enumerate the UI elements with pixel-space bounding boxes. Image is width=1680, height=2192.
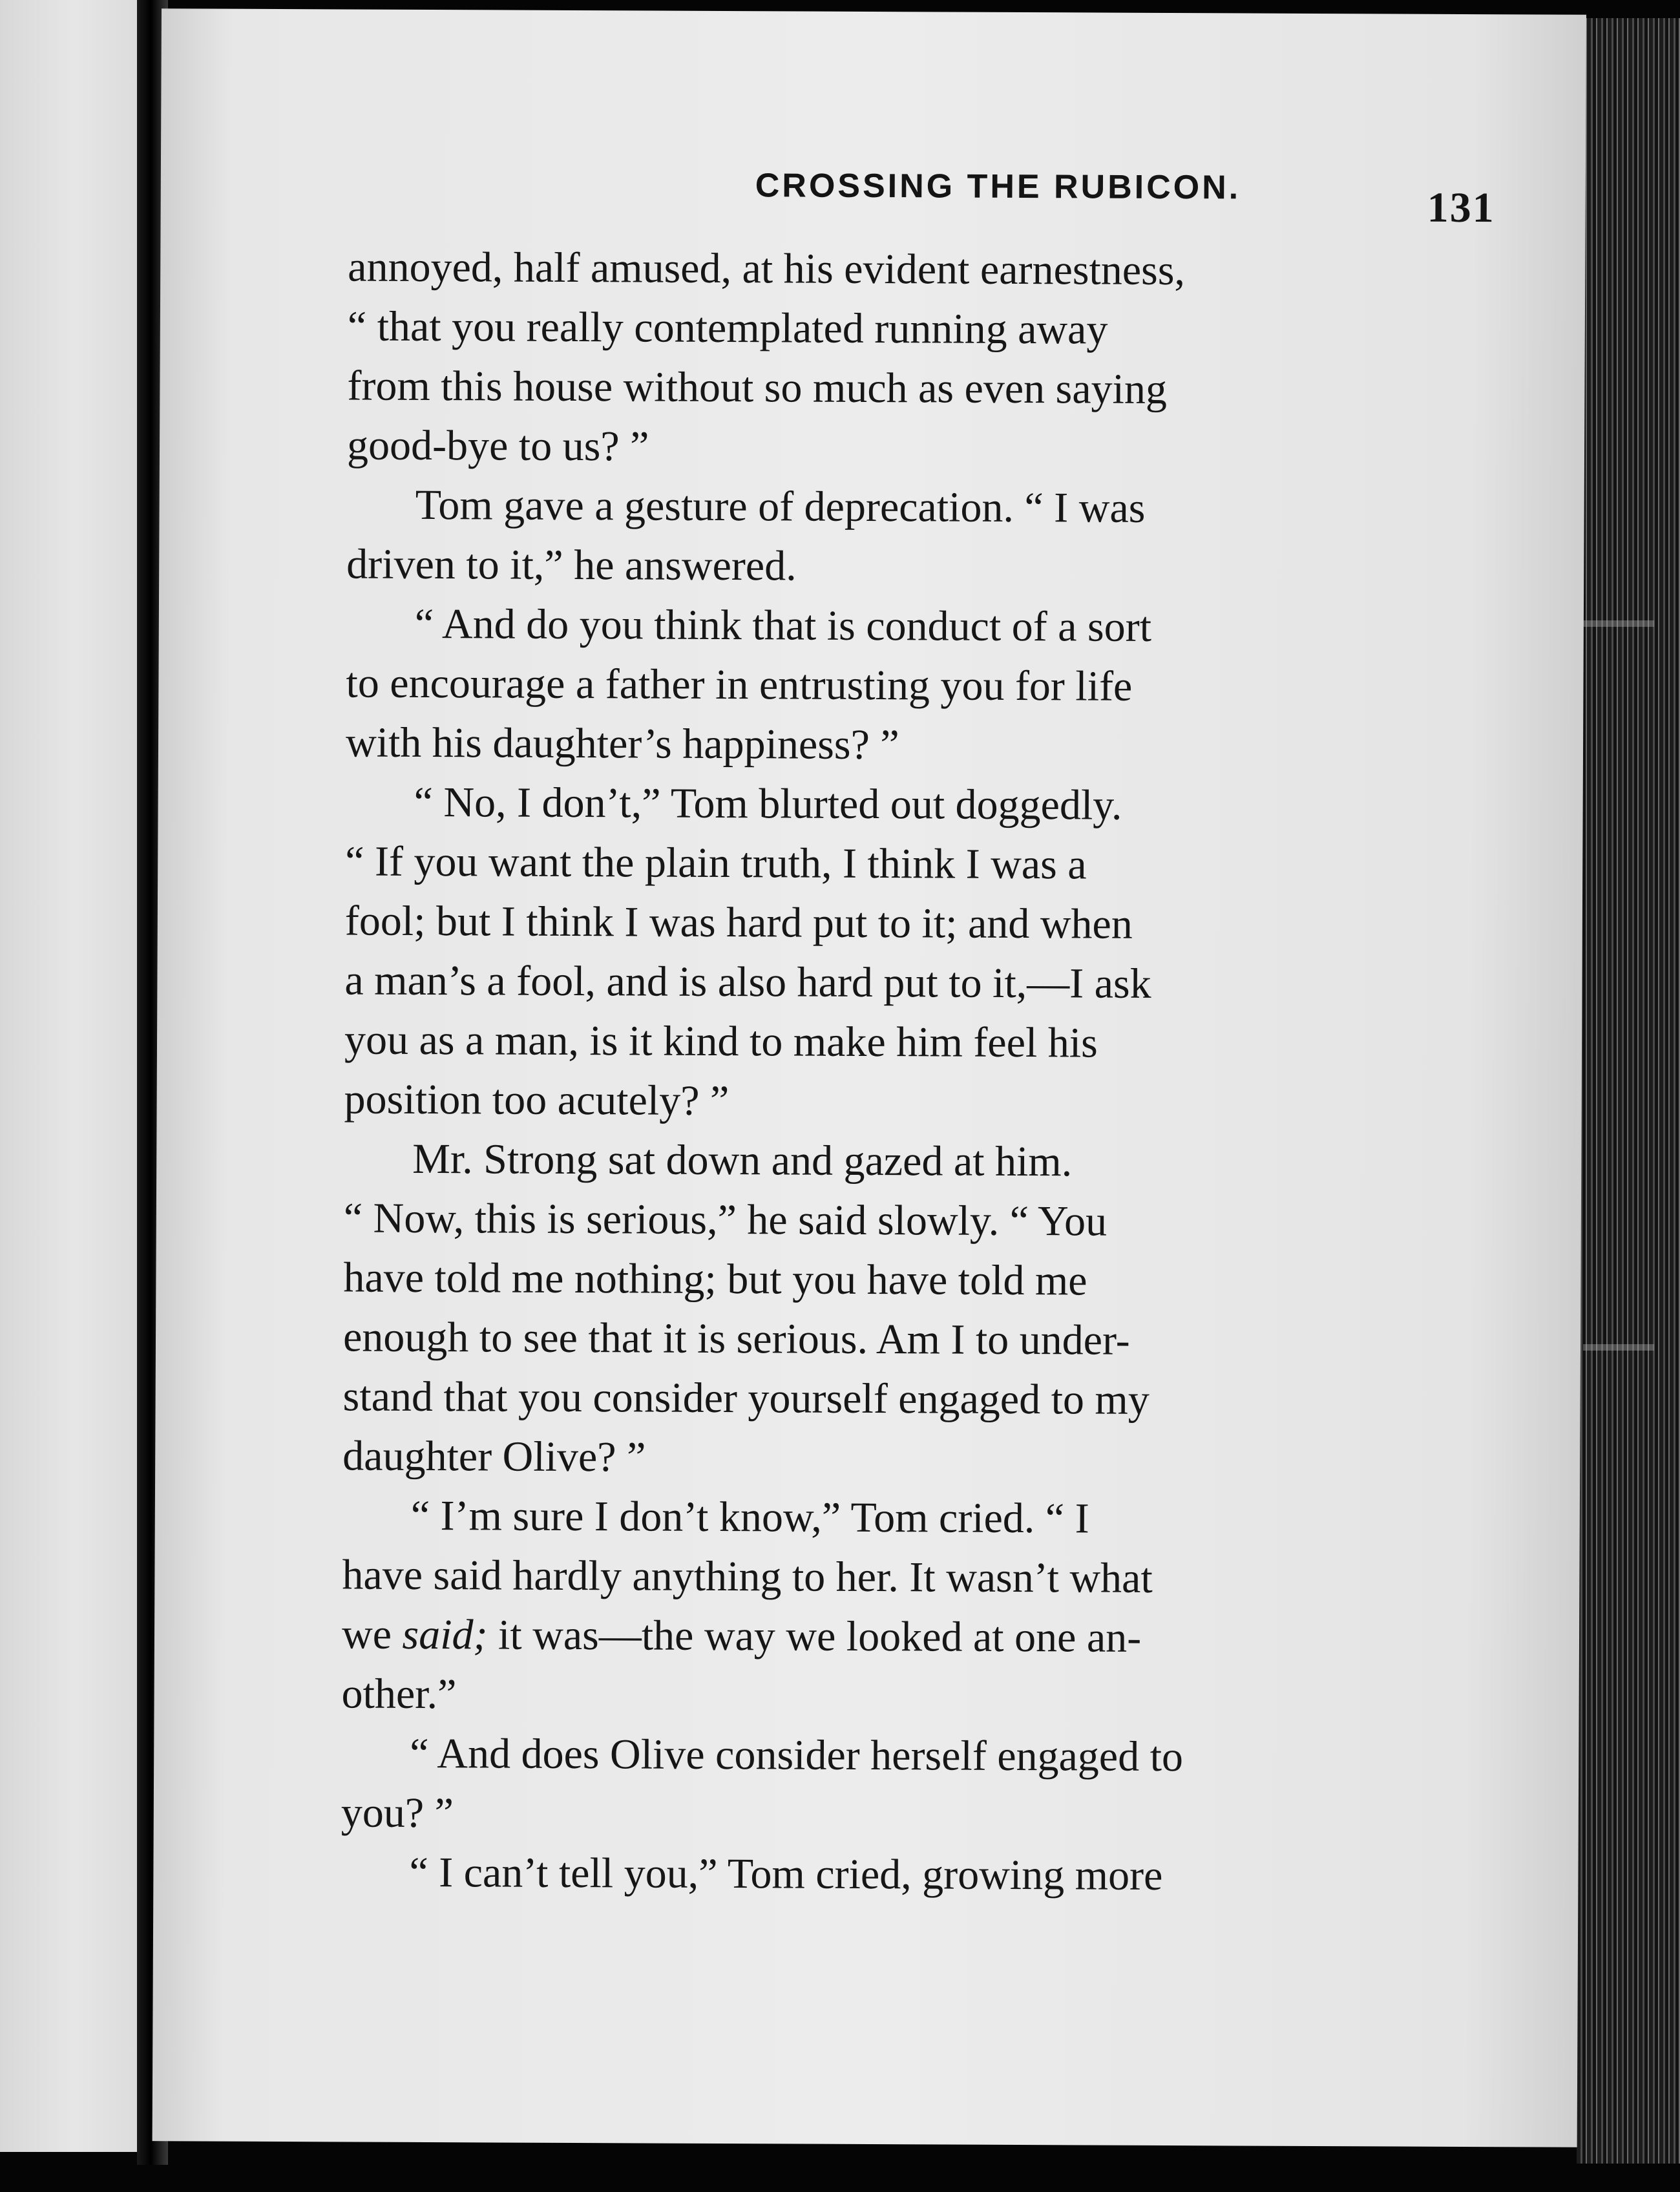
text-line: enough to see that it is serious. Am I to under- xyxy=(342,1313,1130,1364)
paragraph-line: “ No, I don’t,” Tom blurted out doggedly. xyxy=(414,778,1122,829)
text-line: stand that you consider yourself engaged to my xyxy=(342,1373,1150,1424)
text-line: daughter Olive? ” xyxy=(342,1432,646,1481)
text-line: have told me nothing; but you have told me xyxy=(343,1254,1087,1305)
running-head: CROSSING THE RUBICON. xyxy=(755,167,1241,207)
text-line: “ If you want the plain truth, I think I was a xyxy=(345,838,1087,889)
page-edge-mark xyxy=(1583,620,1654,627)
paragraph-line: “ I’m sure I don’t know,” Tom cried. “ I xyxy=(410,1491,1089,1543)
previous-page-edge xyxy=(0,0,150,2152)
text-line: fool; but I think I was hard put to it; and when xyxy=(344,897,1133,948)
text-line: position too acutely? ” xyxy=(344,1075,730,1125)
page-edge-mark xyxy=(1583,1344,1654,1351)
text-line: “ Now, this is serious,” he said slowly. “ You xyxy=(343,1194,1108,1245)
line-segment: we xyxy=(341,1610,403,1658)
italic-word: said; xyxy=(402,1610,488,1659)
page-number: 131 xyxy=(1427,184,1495,232)
text-line: good-bye to us? ” xyxy=(346,421,649,470)
paragraph-line: “ And do you think that is conduct of a sort xyxy=(414,600,1152,651)
text-line: annoyed, half amused, at his evident earnestness, xyxy=(348,243,1186,295)
text-line: a man’s a fool, and is also hard put to it,—I ask xyxy=(344,956,1151,1007)
line-segment: it was—the way we looked at one an- xyxy=(487,1611,1142,1661)
text-line: other.” xyxy=(341,1670,457,1718)
text-line: with his daughter’s happiness? ” xyxy=(345,719,899,769)
paragraph-line: “ And does Olive consider herself engaged to xyxy=(410,1729,1184,1781)
text-line: from this house without so much as even saying xyxy=(347,362,1168,413)
page-block-edge xyxy=(1577,18,1680,2164)
text-line: to encourage a father in entrusting you for life xyxy=(346,659,1133,710)
text-line: you as a man, is it kind to make him feel his xyxy=(344,1016,1098,1067)
book-page xyxy=(152,8,1586,2147)
text-line: have said hardly anything to her. It wasn’t what xyxy=(342,1551,1153,1602)
paragraph-line: Mr. Strong sat down and gazed at him. xyxy=(412,1135,1073,1186)
paragraph-line: Tom gave a gesture of deprecation. “ I was xyxy=(415,481,1146,532)
text-line: you? ” xyxy=(341,1789,454,1837)
paragraph-line: “ I can’t tell you,” Tom cried, growing more xyxy=(409,1848,1163,1899)
text-line xyxy=(341,1610,1142,1661)
text-line: “ that you really contemplated running away xyxy=(347,302,1108,353)
text-line: driven to it,” he answered. xyxy=(346,540,797,590)
